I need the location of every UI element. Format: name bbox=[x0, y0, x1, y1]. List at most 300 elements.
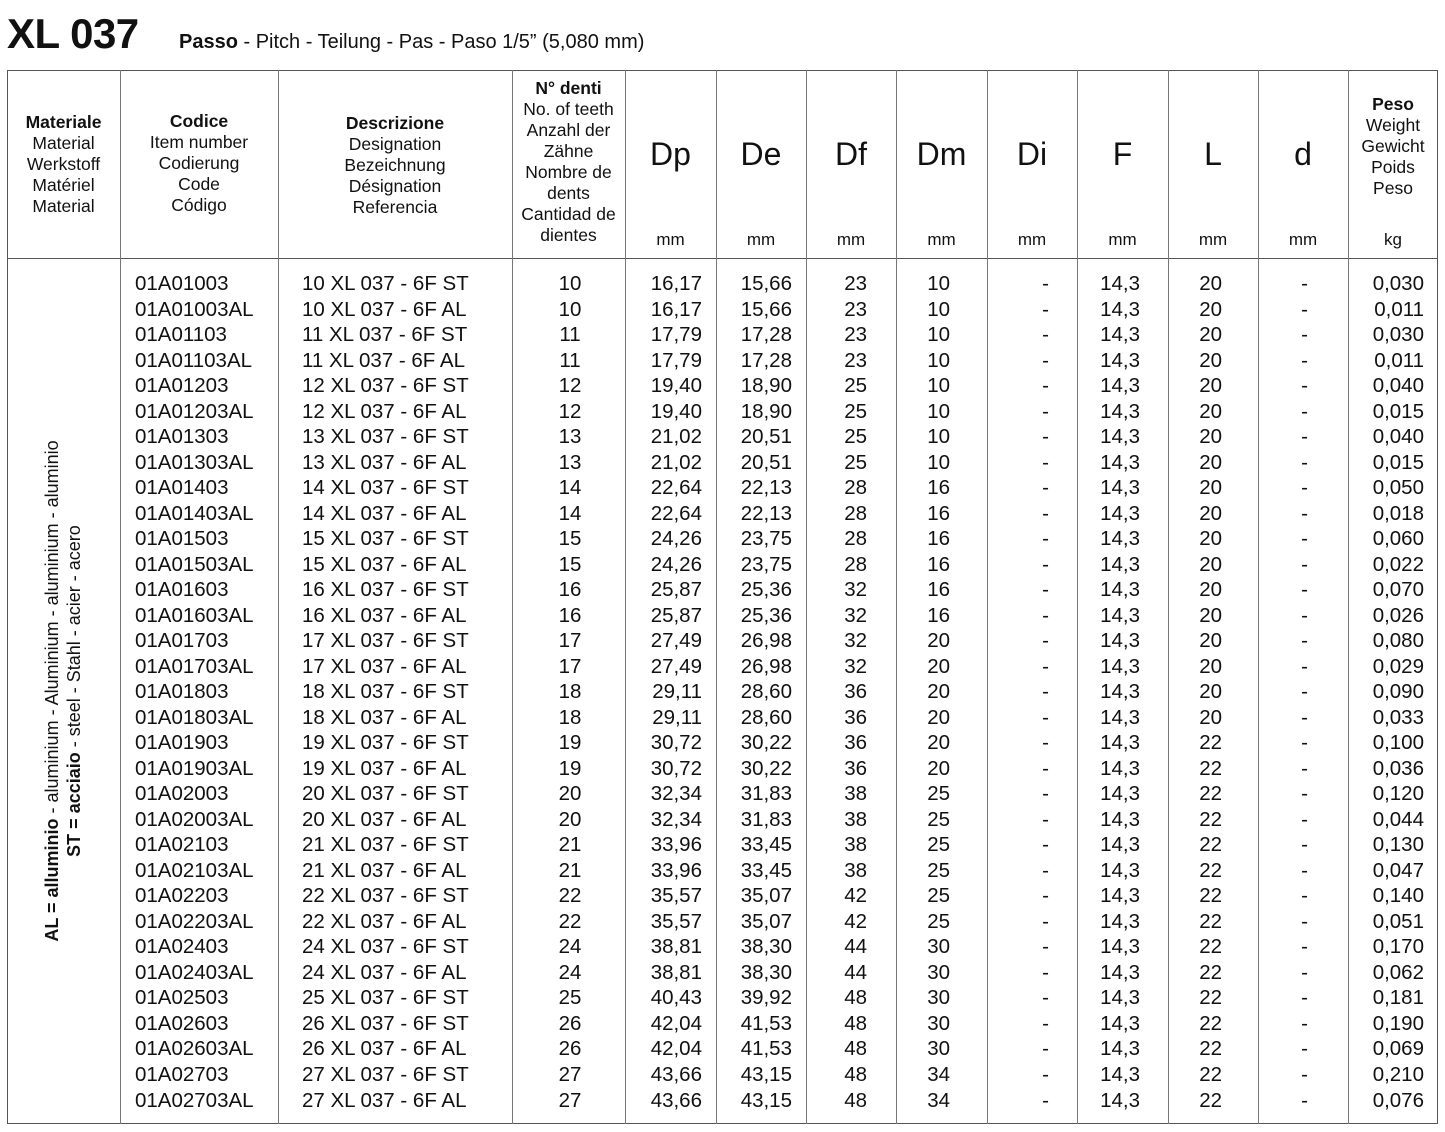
cell-teeth: 10 bbox=[558, 297, 582, 321]
table-row bbox=[7, 628, 1438, 654]
legend-al-rest: - aluminium - Aluminium - aluminium - aluminio bbox=[42, 440, 62, 819]
pitch-label: Passo bbox=[179, 31, 238, 53]
cell-l: 22 bbox=[1199, 884, 1222, 908]
cell-f: 14,3 bbox=[1100, 527, 1140, 551]
cell-di: - bbox=[1042, 501, 1049, 525]
cell-di: - bbox=[1042, 527, 1049, 551]
cell-dm: 10 bbox=[927, 450, 950, 474]
table-row bbox=[7, 781, 1438, 807]
cell-l: 22 bbox=[1199, 858, 1222, 882]
cell-desc: 11 XL 037 - 6F ST bbox=[302, 323, 468, 347]
cell-desc: 16 XL 037 - 6F AL bbox=[302, 603, 467, 627]
cell-teeth: 15 bbox=[558, 527, 582, 551]
cell-f: 14,3 bbox=[1100, 425, 1140, 449]
cell-f: 14,3 bbox=[1100, 731, 1140, 755]
cell-f: 14,3 bbox=[1100, 1037, 1140, 1061]
cell-d: - bbox=[1301, 756, 1308, 780]
cell-dm: 16 bbox=[927, 527, 950, 551]
cell-code: 01A01003 bbox=[135, 272, 229, 295]
cell-dm: 10 bbox=[927, 425, 950, 449]
cell-dm: 25 bbox=[927, 884, 950, 908]
cell-df: 36 bbox=[844, 680, 867, 704]
cell-d: - bbox=[1301, 731, 1308, 755]
cell-di: - bbox=[1042, 731, 1049, 755]
cell-code: 01A02403AL bbox=[135, 960, 254, 984]
cell-di: - bbox=[1042, 552, 1049, 576]
cell-d: - bbox=[1301, 960, 1308, 984]
cell-l: 22 bbox=[1199, 731, 1222, 755]
cell-dp: 19,40 bbox=[650, 374, 702, 398]
cell-l: 20 bbox=[1199, 552, 1222, 576]
cell-l: 22 bbox=[1199, 909, 1222, 933]
cell-l: 20 bbox=[1199, 527, 1222, 551]
header-de: De mm bbox=[740, 136, 782, 249]
cell-l: 20 bbox=[1199, 374, 1222, 398]
table-row bbox=[7, 756, 1438, 782]
cell-df: 23 bbox=[844, 348, 867, 372]
table-row bbox=[7, 1011, 1438, 1037]
cell-d: - bbox=[1301, 323, 1308, 347]
cell-dm: 16 bbox=[927, 603, 950, 627]
table-row bbox=[7, 858, 1438, 884]
cell-di: - bbox=[1042, 833, 1049, 857]
cell-desc: 12 XL 037 - 6F AL bbox=[302, 399, 467, 423]
cell-teeth: 13 bbox=[558, 450, 582, 474]
cell-di: - bbox=[1042, 578, 1049, 602]
cell-di: - bbox=[1042, 374, 1049, 398]
cell-di: - bbox=[1042, 629, 1049, 653]
cell-d: - bbox=[1301, 1037, 1308, 1061]
cell-desc: 25 XL 037 - 6F ST bbox=[302, 986, 469, 1010]
cell-de: 43,15 bbox=[740, 1088, 792, 1112]
cell-f: 14,3 bbox=[1100, 450, 1140, 474]
cell-desc: 18 XL 037 - 6F AL bbox=[302, 705, 467, 729]
cell-desc: 12 XL 037 - 6F ST bbox=[302, 374, 469, 398]
cell-dp: 17,79 bbox=[650, 348, 702, 372]
cell-w: 0,080 bbox=[1372, 629, 1424, 653]
cell-de: 15,66 bbox=[740, 297, 792, 321]
cell-code: 01A01603 bbox=[135, 578, 229, 602]
table-row bbox=[7, 730, 1438, 756]
cell-de: 23,75 bbox=[740, 552, 792, 576]
cell-dm: 20 bbox=[927, 756, 950, 780]
cell-dp: 30,72 bbox=[650, 731, 702, 755]
cell-df: 36 bbox=[844, 731, 867, 755]
header-di: Di mm bbox=[1016, 136, 1048, 249]
table-row bbox=[7, 297, 1438, 323]
cell-de: 31,83 bbox=[740, 782, 792, 806]
cell-de: 22,13 bbox=[740, 501, 792, 525]
cell-di: - bbox=[1042, 323, 1049, 347]
cell-dp: 35,57 bbox=[650, 884, 702, 908]
cell-w: 0,022 bbox=[1372, 552, 1424, 576]
cell-d: - bbox=[1301, 399, 1308, 423]
cell-teeth: 10 bbox=[558, 272, 582, 295]
table-row bbox=[7, 603, 1438, 629]
cell-de: 17,28 bbox=[740, 348, 792, 372]
cell-l: 22 bbox=[1199, 782, 1222, 806]
cell-df: 44 bbox=[844, 935, 867, 959]
cell-w: 0,030 bbox=[1372, 323, 1424, 347]
cell-d: - bbox=[1301, 527, 1308, 551]
cell-w: 0,026 bbox=[1372, 603, 1424, 627]
table-row bbox=[7, 399, 1438, 425]
cell-df: 25 bbox=[844, 374, 867, 398]
cell-l: 20 bbox=[1199, 629, 1222, 653]
cell-code: 01A01203AL bbox=[135, 399, 254, 423]
cell-teeth: 24 bbox=[558, 960, 582, 984]
cell-w: 0,140 bbox=[1372, 884, 1424, 908]
cell-desc: 14 XL 037 - 6F ST bbox=[302, 476, 469, 500]
cell-df: 25 bbox=[844, 425, 867, 449]
header-l: L mm bbox=[1198, 136, 1228, 249]
cell-teeth: 20 bbox=[558, 807, 582, 831]
cell-d: - bbox=[1301, 476, 1308, 500]
cell-df: 32 bbox=[844, 654, 867, 678]
cell-de: 31,83 bbox=[740, 807, 792, 831]
cell-w: 0,030 bbox=[1372, 272, 1424, 295]
cell-teeth: 18 bbox=[558, 705, 582, 729]
cell-dm: 10 bbox=[927, 323, 950, 347]
cell-di: - bbox=[1042, 450, 1049, 474]
cell-teeth: 12 bbox=[558, 374, 582, 398]
cell-d: - bbox=[1301, 450, 1308, 474]
cell-d: - bbox=[1301, 501, 1308, 525]
cell-teeth: 19 bbox=[558, 731, 582, 755]
cell-desc: 16 XL 037 - 6F ST bbox=[302, 578, 469, 602]
cell-de: 28,60 bbox=[740, 680, 792, 704]
cell-d: - bbox=[1301, 909, 1308, 933]
cell-dp: 42,04 bbox=[650, 1011, 702, 1035]
header-f: F mm bbox=[1108, 136, 1137, 249]
cell-dp: 24,26 bbox=[650, 527, 702, 551]
table-row bbox=[7, 832, 1438, 858]
cell-code: 01A02003 bbox=[135, 782, 229, 806]
cell-w: 0,040 bbox=[1372, 425, 1424, 449]
cell-f: 14,3 bbox=[1100, 986, 1140, 1010]
cell-dm: 20 bbox=[927, 680, 950, 704]
cell-di: - bbox=[1042, 399, 1049, 423]
cell-d: - bbox=[1301, 425, 1308, 449]
cell-di: - bbox=[1042, 858, 1049, 882]
table-row bbox=[7, 934, 1438, 960]
cell-de: 25,36 bbox=[740, 578, 792, 602]
cell-code: 01A01403 bbox=[135, 476, 229, 500]
cell-code: 01A01903AL bbox=[135, 756, 254, 780]
cell-df: 42 bbox=[844, 909, 867, 933]
cell-de: 33,45 bbox=[740, 858, 792, 882]
table-row bbox=[7, 552, 1438, 578]
cell-de: 17,28 bbox=[740, 323, 792, 347]
cell-l: 22 bbox=[1199, 1011, 1222, 1035]
cell-desc: 26 XL 037 - 6F ST bbox=[302, 1011, 469, 1035]
cell-code: 01A01803 bbox=[135, 680, 229, 704]
header-weight: Peso Weight Gewicht Poids Peso kg bbox=[1361, 94, 1425, 249]
cell-dm: 30 bbox=[927, 935, 950, 959]
cell-df: 25 bbox=[844, 450, 867, 474]
cell-f: 14,3 bbox=[1100, 348, 1140, 372]
cell-teeth: 11 bbox=[559, 323, 581, 347]
cell-dp: 35,57 bbox=[650, 909, 702, 933]
cell-f: 14,3 bbox=[1100, 705, 1140, 729]
cell-w: 0,170 bbox=[1372, 935, 1424, 959]
cell-teeth: 21 bbox=[558, 833, 582, 857]
cell-f: 14,3 bbox=[1100, 272, 1140, 295]
cell-df: 44 bbox=[844, 960, 867, 984]
cell-desc: 10 XL 037 - 6F ST bbox=[302, 272, 469, 295]
cell-de: 18,90 bbox=[740, 374, 792, 398]
table-row bbox=[7, 501, 1438, 527]
cell-df: 25 bbox=[844, 399, 867, 423]
cell-teeth: 27 bbox=[558, 1062, 582, 1086]
cell-d: - bbox=[1301, 680, 1308, 704]
cell-code: 01A02703AL bbox=[135, 1088, 254, 1112]
cell-f: 14,3 bbox=[1100, 858, 1140, 882]
cell-d: - bbox=[1301, 705, 1308, 729]
cell-desc: 13 XL 037 - 6F ST bbox=[302, 425, 469, 449]
cell-code: 01A01503 bbox=[135, 527, 229, 551]
cell-code: 01A02403 bbox=[135, 935, 229, 959]
cell-di: - bbox=[1042, 807, 1049, 831]
cell-dm: 30 bbox=[927, 1037, 950, 1061]
cell-f: 14,3 bbox=[1100, 629, 1140, 653]
cell-d: - bbox=[1301, 1088, 1308, 1112]
cell-dp: 40,43 bbox=[650, 986, 702, 1010]
table-row bbox=[7, 373, 1438, 399]
header-dp: Dp mm bbox=[650, 136, 691, 249]
header-df: Df mm bbox=[835, 136, 867, 249]
table-row bbox=[7, 1062, 1438, 1088]
cell-de: 18,90 bbox=[740, 399, 792, 423]
cell-dm: 30 bbox=[927, 986, 950, 1010]
cell-de: 28,60 bbox=[740, 705, 792, 729]
cell-dm: 30 bbox=[927, 1011, 950, 1035]
cell-de: 30,22 bbox=[740, 731, 792, 755]
cell-code: 01A01303 bbox=[135, 425, 229, 449]
cell-w: 0,040 bbox=[1372, 374, 1424, 398]
cell-df: 48 bbox=[844, 1088, 867, 1112]
cell-code: 01A01903 bbox=[135, 731, 229, 755]
cell-desc: 20 XL 037 - 6F ST bbox=[302, 782, 469, 806]
cell-dp: 30,72 bbox=[650, 756, 702, 780]
cell-dp: 27,49 bbox=[650, 654, 702, 678]
cell-teeth: 12 bbox=[558, 399, 582, 423]
cell-l: 20 bbox=[1199, 476, 1222, 500]
cell-dp: 32,34 bbox=[650, 807, 702, 831]
cell-code: 01A01703 bbox=[135, 629, 229, 653]
cell-dm: 10 bbox=[927, 348, 950, 372]
table-row bbox=[7, 909, 1438, 935]
cell-w: 0,015 bbox=[1372, 450, 1424, 474]
cell-dm: 16 bbox=[927, 476, 950, 500]
cell-teeth: 16 bbox=[558, 578, 582, 602]
cell-f: 14,3 bbox=[1100, 935, 1140, 959]
cell-dm: 10 bbox=[927, 399, 950, 423]
cell-di: - bbox=[1042, 1037, 1049, 1061]
cell-code: 01A02103 bbox=[135, 833, 229, 857]
cell-f: 14,3 bbox=[1100, 807, 1140, 831]
cell-di: - bbox=[1042, 705, 1049, 729]
cell-dp: 27,49 bbox=[650, 629, 702, 653]
cell-de: 26,98 bbox=[740, 654, 792, 678]
cell-di: - bbox=[1042, 1088, 1049, 1112]
cell-desc: 17 XL 037 - 6F AL bbox=[302, 654, 467, 678]
cell-dm: 16 bbox=[927, 501, 950, 525]
cell-dm: 25 bbox=[927, 909, 950, 933]
cell-df: 36 bbox=[844, 705, 867, 729]
cell-dm: 16 bbox=[927, 552, 950, 576]
cell-teeth: 20 bbox=[558, 782, 582, 806]
cell-df: 32 bbox=[844, 629, 867, 653]
cell-w: 0,044 bbox=[1372, 807, 1424, 831]
cell-teeth: 18 bbox=[558, 680, 582, 704]
cell-w: 0,062 bbox=[1372, 960, 1424, 984]
cell-dp: 43,66 bbox=[650, 1062, 702, 1086]
cell-code: 01A02503 bbox=[135, 986, 229, 1010]
cell-l: 20 bbox=[1199, 297, 1222, 321]
cell-l: 20 bbox=[1199, 680, 1222, 704]
cell-code: 01A01103 bbox=[135, 323, 227, 347]
cell-d: - bbox=[1301, 272, 1308, 295]
cell-di: - bbox=[1042, 960, 1049, 984]
cell-dp: 25,87 bbox=[650, 578, 702, 602]
cell-f: 14,3 bbox=[1100, 578, 1140, 602]
cell-l: 20 bbox=[1199, 578, 1222, 602]
cell-df: 23 bbox=[844, 272, 867, 295]
cell-l: 20 bbox=[1199, 348, 1222, 372]
cell-w: 0,015 bbox=[1372, 399, 1424, 423]
header-divider bbox=[7, 258, 1438, 259]
cell-l: 22 bbox=[1199, 1088, 1222, 1112]
cell-l: 20 bbox=[1199, 705, 1222, 729]
cell-teeth: 21 bbox=[558, 858, 582, 882]
cell-de: 22,13 bbox=[740, 476, 792, 500]
cell-code: 01A02003AL bbox=[135, 807, 254, 831]
cell-w: 0,120 bbox=[1372, 782, 1424, 806]
cell-f: 14,3 bbox=[1100, 501, 1140, 525]
cell-dm: 20 bbox=[927, 705, 950, 729]
cell-de: 23,75 bbox=[740, 527, 792, 551]
cell-f: 14,3 bbox=[1100, 833, 1140, 857]
cell-di: - bbox=[1042, 782, 1049, 806]
table-row bbox=[7, 577, 1438, 603]
cell-d: - bbox=[1301, 782, 1308, 806]
cell-teeth: 22 bbox=[558, 909, 582, 933]
cell-de: 43,15 bbox=[740, 1062, 792, 1086]
cell-desc: 10 XL 037 - 6F AL bbox=[302, 297, 467, 321]
cell-l: 20 bbox=[1199, 425, 1222, 449]
cell-w: 0,051 bbox=[1372, 909, 1424, 933]
cell-desc: 11 XL 037 - 6F AL bbox=[302, 348, 465, 372]
cell-teeth: 14 bbox=[558, 501, 582, 525]
cell-dp: 16,17 bbox=[650, 297, 702, 321]
cell-w: 0,076 bbox=[1372, 1088, 1424, 1112]
cell-dp: 24,26 bbox=[650, 552, 702, 576]
table-row bbox=[7, 450, 1438, 476]
pitch-subtitle bbox=[179, 31, 644, 54]
cell-teeth: 14 bbox=[558, 476, 582, 500]
cell-code: 01A01703AL bbox=[135, 654, 254, 678]
cell-dm: 25 bbox=[927, 807, 950, 831]
cell-dm: 34 bbox=[927, 1062, 950, 1086]
pitch-text: - Pitch - Teilung - Pas - Paso 1/5” (5,080 mm) bbox=[237, 31, 645, 53]
cell-l: 22 bbox=[1199, 960, 1222, 984]
cell-f: 14,3 bbox=[1100, 476, 1140, 500]
cell-di: - bbox=[1042, 654, 1049, 678]
header-d: d mm bbox=[1288, 136, 1318, 249]
cell-l: 20 bbox=[1199, 603, 1222, 627]
cell-d: - bbox=[1301, 935, 1308, 959]
header-material: Materiale Material Werkstoff Matériel Material bbox=[25, 112, 102, 216]
cell-dm: 25 bbox=[927, 858, 950, 882]
cell-di: - bbox=[1042, 272, 1049, 295]
cell-d: - bbox=[1301, 552, 1308, 576]
table-row bbox=[7, 705, 1438, 731]
cell-code: 01A02203AL bbox=[135, 909, 254, 933]
cell-l: 20 bbox=[1199, 323, 1222, 347]
cell-de: 33,45 bbox=[740, 833, 792, 857]
cell-dp: 21,02 bbox=[650, 450, 702, 474]
legend-st-rest: - steel - Stahl - acier - acero bbox=[64, 525, 84, 753]
cell-desc: 21 XL 037 - 6F ST bbox=[302, 833, 469, 857]
cell-df: 28 bbox=[844, 476, 867, 500]
cell-f: 14,3 bbox=[1100, 654, 1140, 678]
table-row bbox=[7, 679, 1438, 705]
cell-l: 20 bbox=[1199, 501, 1222, 525]
cell-f: 14,3 bbox=[1100, 552, 1140, 576]
cell-dm: 10 bbox=[927, 297, 950, 321]
cell-desc: 13 XL 037 - 6F AL bbox=[302, 450, 467, 474]
cell-de: 38,30 bbox=[740, 960, 792, 984]
cell-dm: 16 bbox=[927, 578, 950, 602]
cell-df: 32 bbox=[844, 603, 867, 627]
cell-f: 14,3 bbox=[1100, 374, 1140, 398]
cell-dp: 22,64 bbox=[650, 476, 702, 500]
cell-df: 28 bbox=[844, 527, 867, 551]
page-title: XL 037 bbox=[7, 10, 139, 57]
cell-d: - bbox=[1301, 654, 1308, 678]
cell-d: - bbox=[1301, 578, 1308, 602]
header-teeth: N° denti No. of teeth Anzahl der Zähne Nombre de dents Cantidad de dientes bbox=[521, 78, 616, 245]
cell-desc: 19 XL 037 - 6F ST bbox=[302, 731, 469, 755]
table-row bbox=[7, 348, 1438, 374]
cell-desc: 19 XL 037 - 6F AL bbox=[302, 756, 467, 780]
cell-d: - bbox=[1301, 1062, 1308, 1086]
cell-w: 0,033 bbox=[1372, 705, 1424, 729]
cell-de: 15,66 bbox=[740, 272, 792, 295]
cell-f: 14,3 bbox=[1100, 399, 1140, 423]
cell-w: 0,036 bbox=[1372, 756, 1424, 780]
cell-dm: 10 bbox=[927, 374, 950, 398]
cell-w: 0,070 bbox=[1372, 578, 1424, 602]
table-row bbox=[7, 883, 1438, 909]
cell-code: 01A02703 bbox=[135, 1062, 229, 1086]
cell-teeth: 15 bbox=[558, 552, 582, 576]
cell-df: 28 bbox=[844, 552, 867, 576]
cell-df: 48 bbox=[844, 1062, 867, 1086]
cell-dp: 17,79 bbox=[650, 323, 702, 347]
cell-d: - bbox=[1301, 986, 1308, 1010]
cell-de: 20,51 bbox=[740, 425, 792, 449]
cell-de: 20,51 bbox=[740, 450, 792, 474]
cell-dm: 20 bbox=[927, 629, 950, 653]
cell-df: 48 bbox=[844, 986, 867, 1010]
cell-d: - bbox=[1301, 807, 1308, 831]
header-code: Codice Item number Codierung Code Código bbox=[149, 111, 249, 215]
cell-dp: 25,87 bbox=[650, 603, 702, 627]
cell-de: 25,36 bbox=[740, 603, 792, 627]
cell-d: - bbox=[1301, 348, 1308, 372]
